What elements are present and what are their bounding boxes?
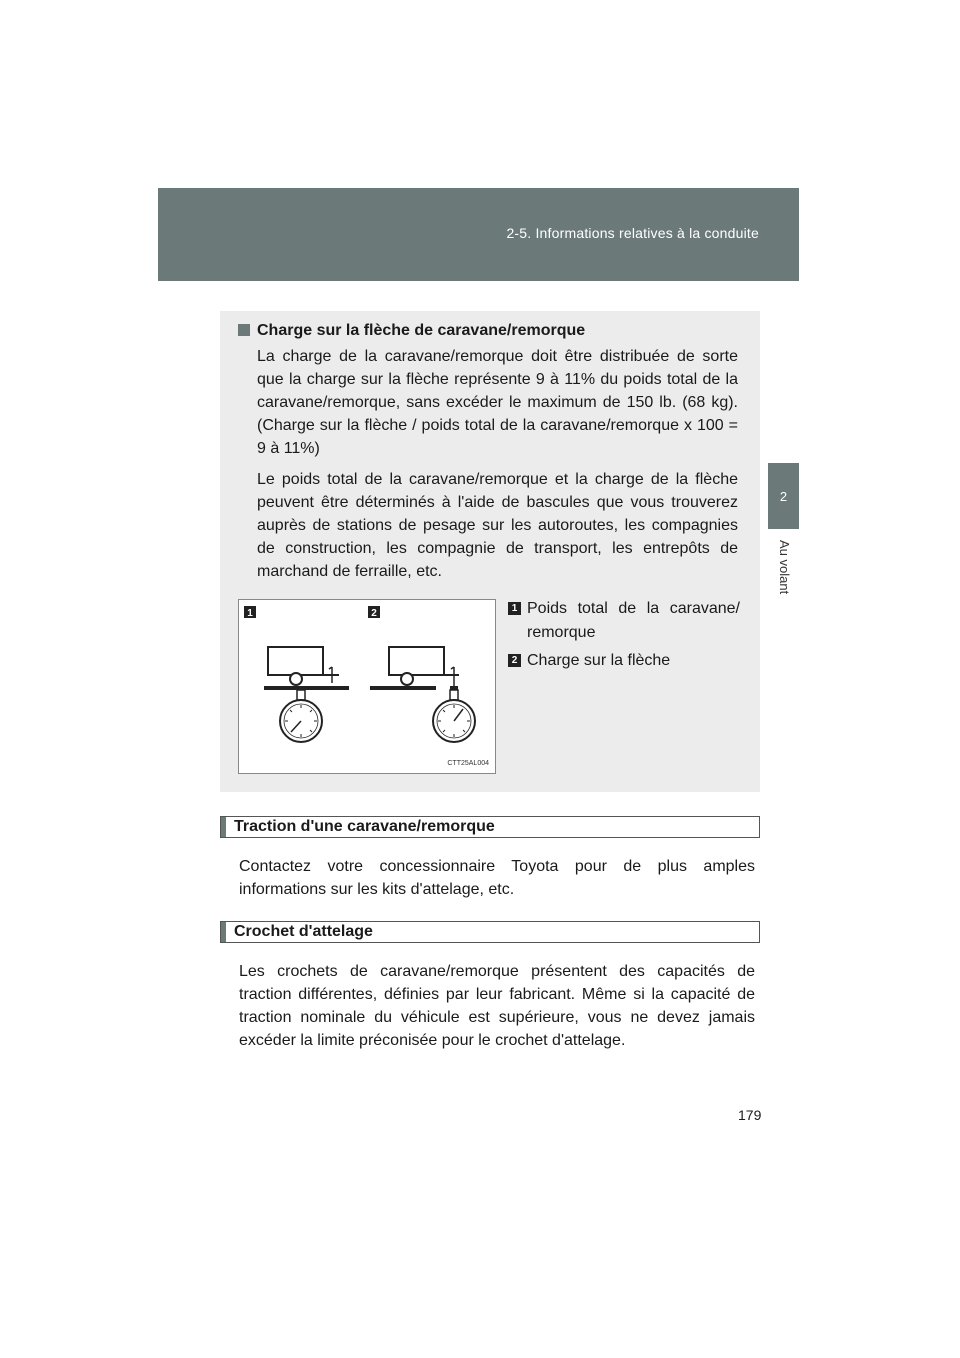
header-bar [158,188,799,281]
info-paragraph: Le poids total de la caravane/remorque et la charge de la flèche peuvent être déterminés à l'aide de bascules que vous trouverez auprès de stations de pesage sur les autoroutes, les compagnies de construction, les compagnie de transport, les entrepôts de marchand de ferraille, etc. [257,471,738,580]
trailer-weighing-figure [238,599,496,774]
section-heading-hitch [220,921,760,943]
chapter-tab [768,463,799,529]
figure-legend [508,597,740,673]
breadcrumb: 2-5. Informations relatives à la conduite [506,225,759,241]
info-box [220,311,760,792]
legend-label: Charge sur la flèche [527,652,671,669]
section-body-hitch: Les crochets de caravane/remorque présentent des capacités de traction différentes, définies par leur fabricant. Même si la capacité de traction nominale du véhicule est supérieure, vous ne devez jamais excéder la limite préconisée pour le crochet d'attelage. [239,963,755,1049]
page-number: 179 [738,1107,762,1123]
info-box-title-text: Charge sur la flèche de caravane/remorque [257,322,586,339]
legend-item [508,597,740,645]
trailer-scale-illustration [239,600,495,773]
chapter-number: 2 [779,488,788,504]
section-body-towing: Contactez votre concessionnaire Toyota pour de plus amples informations sur les kits d'attelage, etc. [239,858,755,898]
callout-2-number: 2 [371,608,377,619]
chapter-label: Au volant [777,540,792,595]
info-paragraph: La charge de la caravane/remorque doit être distribuée de sorte que la charge sur la flèche représente 9 à 11% du poids total de la caravane/remorque, sans excéder le maximum de 150 lb. (68 kg). (Charge sur la flèche / poids total de la caravane/remorque x 100 = 9 à 11%) [257,348,738,457]
trailer-tongue-weight-drawing [370,647,475,742]
figure-code: CTT25AL004 [447,760,489,767]
section-heading-towing [220,816,760,838]
section-heading-text: Crochet d'attelage [234,923,373,940]
trailer-full-weight-drawing [264,647,349,742]
legend-item [508,649,740,673]
callout-badge-1: 1 [508,602,521,615]
info-box-title [238,322,585,340]
callout-1-number: 1 [247,608,253,619]
callout-badge-2: 2 [508,654,521,667]
square-bullet-icon [238,324,250,336]
legend-label: Poids total de la caravane/ remorque [527,600,740,641]
section-heading-text: Traction d'une caravane/remorque [234,818,495,835]
